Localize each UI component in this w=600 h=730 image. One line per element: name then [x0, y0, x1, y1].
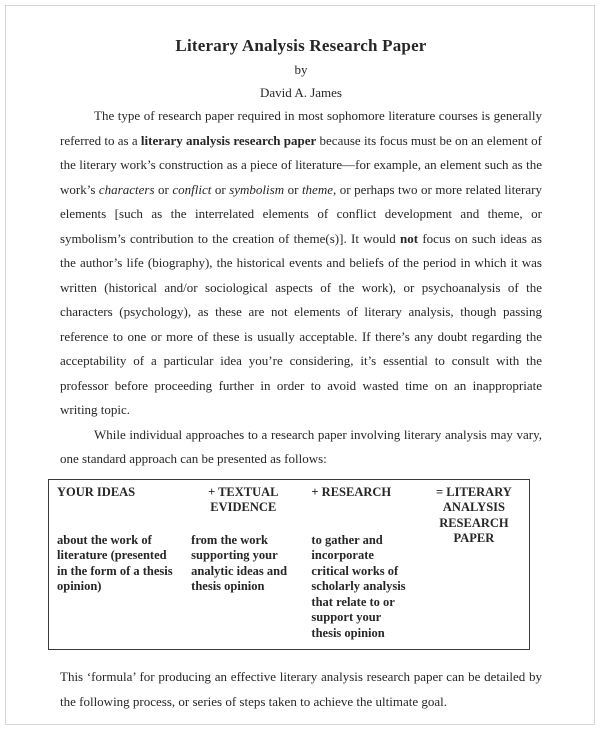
cell-research [303, 479, 418, 650]
byline: by [294, 62, 308, 77]
column-header-textual-evidence: + TEXTUAL EVIDENCE [208, 484, 279, 514]
cell-your-ideas [49, 479, 184, 650]
column-header-result-paper: = LITERARY ANALYSIS RESEARCH PAPER [436, 484, 512, 545]
column-header-your-ideas: YOUR IDEAS [57, 484, 136, 499]
document-page [5, 5, 595, 725]
closing-paragraph: This ‘formula’ for producing an effective literary analysis research paper can be detailed by the following process, or series of steps taken to achieve the ultimate goal. [60, 669, 542, 709]
document-title: Literary Analysis Research Paper [175, 36, 427, 55]
cell-textual-evidence [183, 479, 303, 650]
cell-result-paper [419, 479, 530, 650]
column-body-your-ideas: about the work of literature (presented in the form of a thesis opinion) [57, 532, 173, 593]
formula-table [48, 479, 530, 651]
column-body-textual-evidence: from the work supporting your analytic ideas and thesis opinion [191, 532, 288, 593]
column-header-research: + RESEARCH [311, 484, 392, 499]
intro-paragraph: The type of research paper required in most sophomore literature courses is generally referred to as a literary analysis research paper because its focus must be on an element of the literary work’s construction as a piece of literature—for example, an element such as the work’s characters or conflict or symbolism or theme, or perhaps two or more related literary elements [such as the interrelated elements of conflict development and theme, or symbolism’s contribution to the creation of theme(s)]. It would not focus on such ideas as the author’s life (biography), the historical events and beliefs of the period in which it was written (historical and/or sociological aspects of the work), or psychoanalysis of the characters (psychology), as these are not elements of literary analysis, though passing reference to one or more of these is usually acceptable. If there’s any doubt regarding the acceptability of a particular idea you’re considering, it’s essential to consult with the professor before proceeding further in order to avoid wasted time on an inappropriate writing topic. [60, 108, 542, 417]
author-name: David A. James [260, 85, 342, 100]
formula-table-row [49, 479, 530, 650]
approach-paragraph: While individual approaches to a research paper involving literary analysis may vary, one standard approach can be presented as follows: [60, 426, 542, 466]
column-body-research: to gather and incorporate critical works of scholarly analysis that relate to or support your thesis opinion [311, 532, 406, 640]
